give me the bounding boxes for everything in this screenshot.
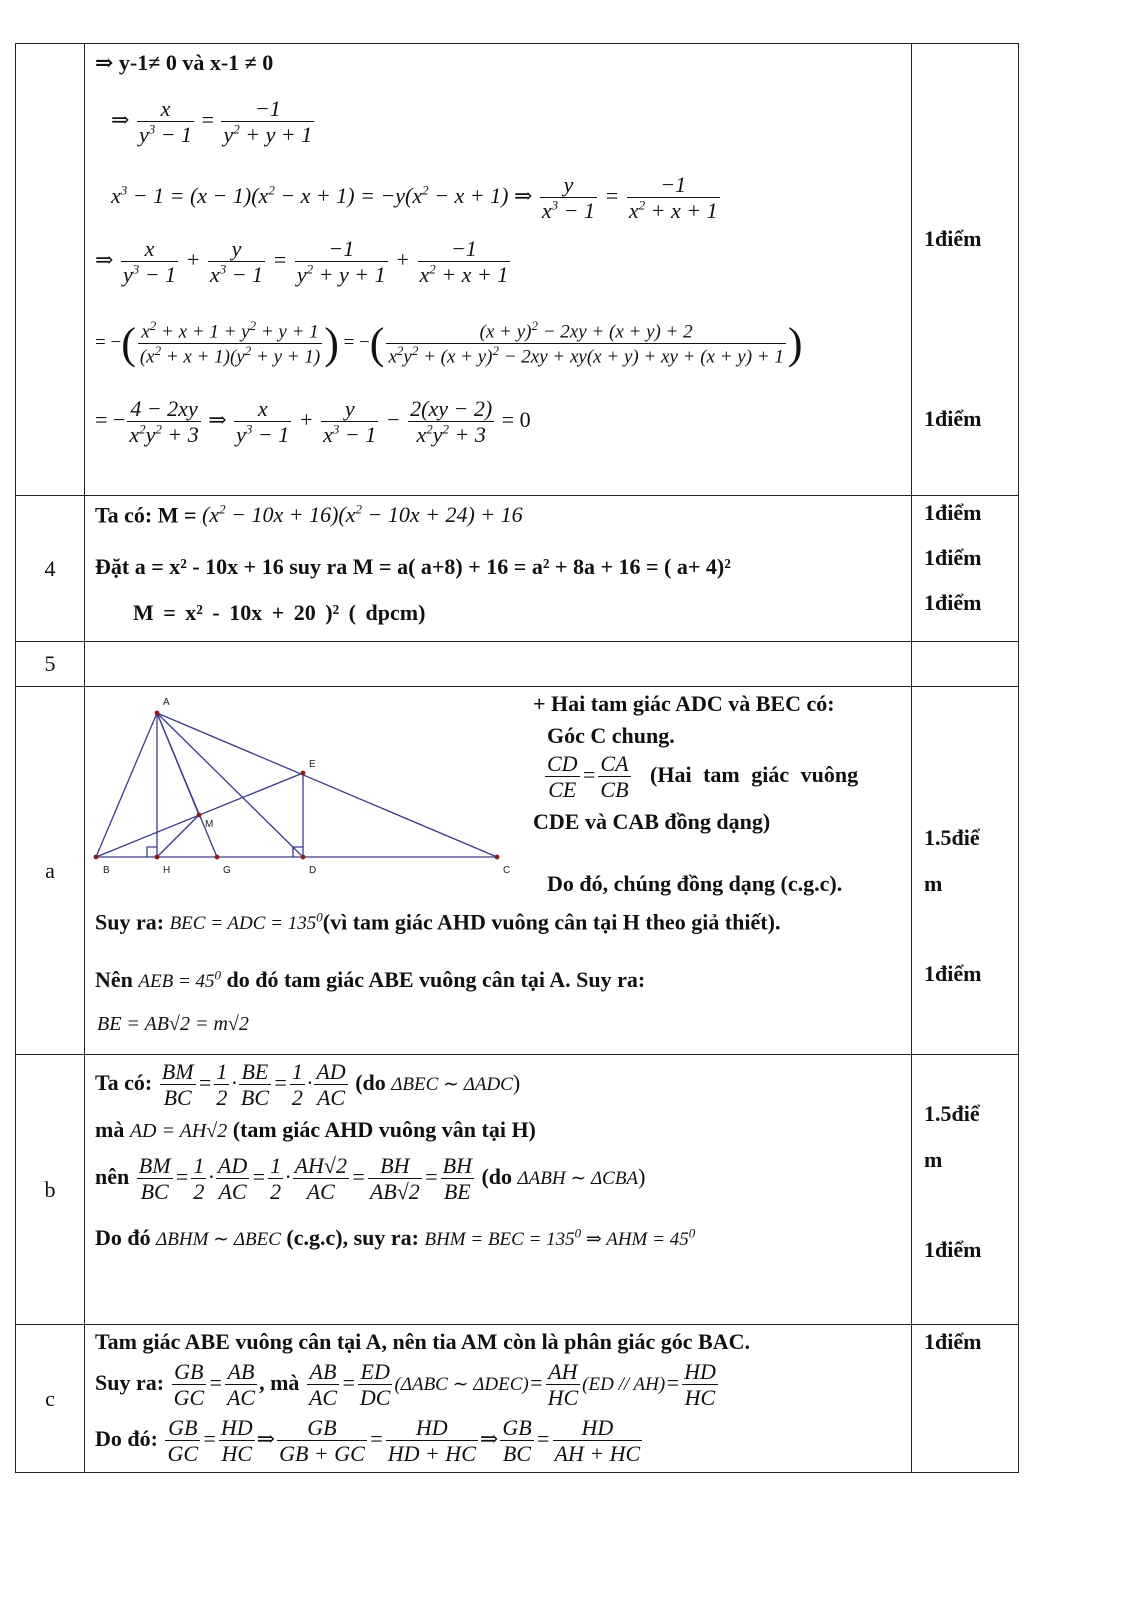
points-label: m [924,1147,943,1172]
solution-cell [85,1325,912,1473]
row-number: b [16,1055,85,1325]
answer-table [15,43,1019,1473]
be-formula: BE = AB√2 = m√2 [97,1013,249,1035]
label-d: D [309,865,317,876]
label-c: C [503,865,511,876]
m-definition: Ta có: $M = (x^2 - 10x + 16)(x^2 - 10x + 24) + 16$ [95,502,523,528]
text-line: Góc C chung. [547,723,675,748]
solution-cell [85,687,912,1055]
points-label: 1điểm [924,226,982,251]
geometry-figure [89,689,519,879]
points-label: 1điểm [924,545,982,570]
nen-line: Nên AEB = $45^0$ do đó tam giác ABE vuông cân tại A. Suy ra: [95,967,646,992]
ratio-line-c2: Do đó: $\frac{GB}{GC}$ = $\frac{HD}{HC}$ ⇒ $\frac{GB}{GB + GC}$ = $\frac{HD}{HD + HC}$ ⇒ $\frac{GB}{BC}$ = $\frac{HD}{AH + HC}$ [95,1415,641,1467]
table-row [16,642,1019,687]
points-cell [912,1325,1019,1473]
equation-2: $x^3 - 1 = (x - 1)(x^2 - x + 1) = -y(x^2 - x + 1)$ ⇒ $\frac{y}{x^3 - 1}$ = $\frac{-1}{x^2 + x + 1}$ [111,172,718,224]
row-number [16,44,85,496]
row-number: a [16,687,85,1055]
row-number: c [16,1325,85,1473]
points-label: 1điểm [924,406,982,431]
text-line: (Hai tam giác vuông [650,761,859,787]
points-cell [912,44,1019,496]
table-row [16,496,1019,642]
text-line: CDE và CAB đồng dạng) [533,809,771,834]
solution-cell [85,496,912,642]
label-e: E [309,759,316,770]
ratio-line-c1: Suy ra: $\frac{GB}{GC}$ = $\frac{AB}{AC}$ , mà $\frac{AB}{AC}$ = $\frac{ED}{DC}$ (ΔABC ∼ ΔDEC)= $\frac{AH}{HC}$ (ED // AH)= $\frac{HD}{HC}$ [95,1359,716,1411]
points-label: 1điểm [924,1329,982,1354]
label-a: A [163,697,170,708]
conclusion-line: Do đó ΔBHM ∼ ΔBEC (c.g.c), suy ra: BHM = BEC = $135^0$ ⇒ AHM = $45^0$ [95,1225,696,1250]
ratio-bm-bc: Ta có: $\frac{BM}{BC}$ = $\frac{1}{2}$ · $\frac{BE}{BC}$ = $\frac{1}{2}$ · $\frac{AD}{AC}$ (do ΔBEC ∼ ΔADC) [95,1059,521,1111]
points-cell [912,496,1019,642]
points-label: m [924,871,943,896]
label-g: G [223,865,231,876]
table-row [16,1325,1019,1473]
points-label: 1.5điể [924,1101,980,1126]
suy-ra-paragraph: Suy ra: BEC = ADC = $135^0(vì$ tam giác AHD vuông cân tại H theo giả thiết). [95,909,781,935]
row-number: 5 [16,642,85,687]
label-b: B [103,865,110,876]
text-line: + Hai tam giác ADC và BEC có: [533,691,835,716]
table-row [16,44,1019,496]
ratio-line: $\frac{CD}{CE}$ = $\frac{CA}{CB}$ (Hai tam giác vuông [547,751,859,803]
points-label: 1điểm [924,590,982,615]
condition-line: ⇒ y-1≠ 0 và x-1 ≠ 0 [95,50,274,75]
solution-cell [85,1055,912,1325]
table-row [16,1055,1019,1325]
conclusion-line: M = x² - 10x + 20 )² ( dpcm) [133,600,426,625]
equation-3: ⇒ $\frac{x}{y^3 - 1}$ + $\frac{y}{x^3 - 1}$ = $\frac{-1}{y^2 + y + 1}$ + $\frac{-1}{x^2 + x + 1}$ [95,236,509,288]
solution-cell [85,642,912,687]
points-cell [912,1055,1019,1325]
table-row [16,687,1019,1055]
label-h: H [163,865,171,876]
equation-4: = −( $\frac{x^2 + x + 1 + y^2 + y + 1}{(x^2 + x + 1)(y^2 + y + 1)}$ ) = −( $\frac{(x + y)^2 - 2xy + (x + y) + 2}{x^2y^2 + (x + y)^2 - 2xy + xy(x + y) + xy + (x + y) + 1}$ ) [95,317,803,368]
text-line: Tam giác ABE vuông cân tại A, nên tia AM còn là phân giác góc BAC. [95,1329,750,1354]
points-label: 1điểm [924,961,982,986]
ad-line: mà AD = AH√2 (tam giác AHD vuông vân tại H) [95,1117,536,1142]
points-cell [912,687,1019,1055]
ta-co-label: Ta có: M = [95,502,197,528]
points-label: 1điểm [924,500,982,525]
substitution-line: Đặt a = x² - 10x + 16 suy ra M = a( a+8) + 16 = a² + 8a + 16 = ( a+ 4)² [95,554,731,579]
segment-hm [157,815,199,857]
ratio-line-2: nên $\frac{BM}{BC}$ = $\frac{1}{2}$ · $\frac{AD}{AC}$ = $\frac{1}{2}$ · $\frac{AH√2}{AC}$ = $\frac{BH}{AB√2}$ = $\frac{BH}{BE}$ (do ΔABH ∼ ΔCBA) [95,1153,646,1205]
solution-cell [85,44,912,496]
row-number: 4 [16,496,85,642]
label-m: M [205,819,214,830]
text-line: Do đó, chúng đồng dạng (c.g.c). [547,871,843,896]
equation-5: = − $\frac{4 - 2xy}{x^2y^2 + 3}$ ⇒ $\frac{x}{y^3 - 1}$ + $\frac{y}{x^3 - 1}$ − $\frac{2(xy - 2)}{x^2y^2 + 3}$ = 0 [95,396,531,448]
equation-1: ⇒ $\frac{x}{y^3 - 1}$ = $\frac{-1}{y^2 + y + 1}$ [111,96,313,148]
points-label: 1.5điể [924,825,980,850]
points-cell [912,642,1019,687]
points-label: 1điểm [924,1237,982,1262]
